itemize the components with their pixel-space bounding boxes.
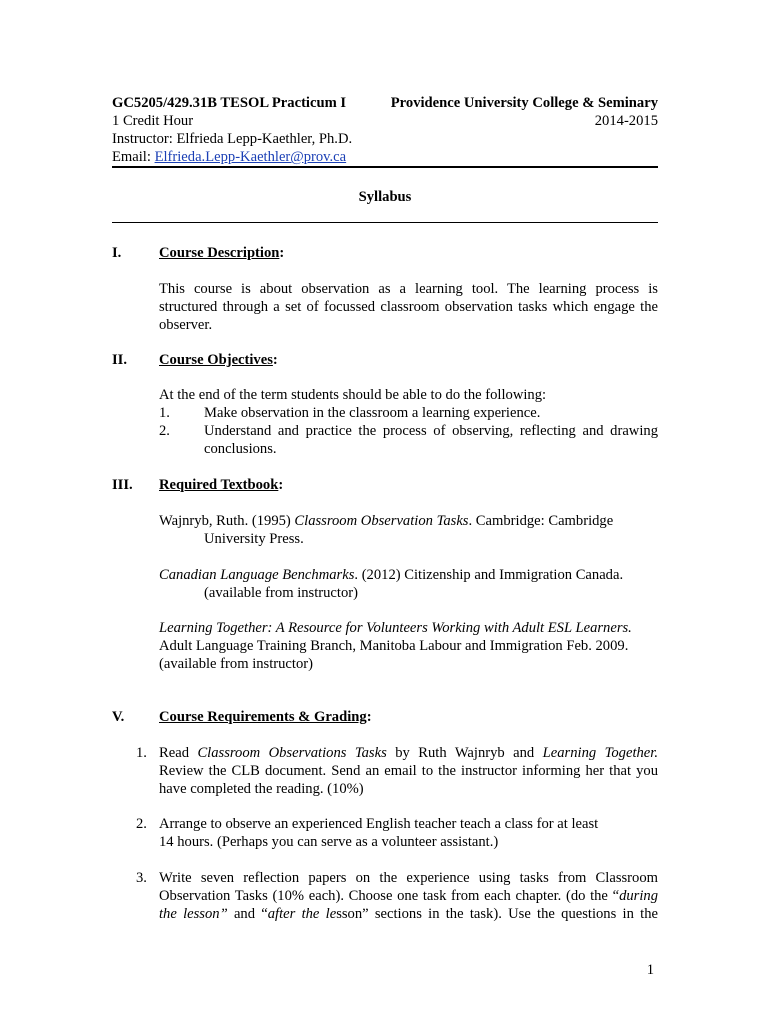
requirement-1-line-2: Review the CLB document. Send an email to the instructor informing her that you	[159, 763, 658, 779]
course-code: GC5205/429.31B TESOL Practicum I	[112, 95, 347, 111]
requirement-1-line-3: have completed the reading. (10%)	[159, 781, 364, 797]
description-line-2: structured through a set of focussed classroom observation tasks which engage the	[159, 299, 658, 315]
requirement-number-2: 2.	[136, 816, 147, 832]
section-title-textbook: Required Textbook:	[159, 477, 284, 493]
objective-text-2: Understand and practice the process of observing, reflecting and drawing	[204, 423, 658, 439]
objective-text-1: Make observation in the classroom a learning experience.	[204, 405, 541, 421]
objective-number-2: 2.	[159, 423, 170, 439]
requirement-1-line-1: Read Classroom Observations Tasks by Ruth Wajnryb and Learning Together.	[159, 745, 658, 761]
section-numeral-description: I.	[112, 245, 122, 261]
objective-text-2-cont: conclusions.	[204, 441, 277, 457]
section-numeral-textbook: III.	[112, 477, 133, 493]
requirement-3-line-3: the lesson” and “after the lesson” sections in the task). Use the questions in the	[159, 906, 658, 922]
reference-2: Canadian Language Benchmarks. (2012) Citizenship and Immigration Canada.	[159, 567, 624, 583]
section-title-objectives: Course Objectives:	[159, 352, 278, 368]
title-rule	[112, 222, 658, 223]
section-numeral-objectives: II.	[112, 352, 128, 368]
reference-3-line-2: Adult Language Training Branch, Manitoba Labour and Immigration Feb. 2009.	[159, 638, 629, 654]
objectives-intro: At the end of the term students should be able to do the following:	[159, 387, 547, 403]
header-rule	[112, 166, 658, 168]
reference-2-cont: (available from instructor)	[204, 585, 358, 601]
institution: Providence University College & Seminary	[390, 95, 658, 111]
section-title-description: Course Description:	[159, 245, 285, 261]
reference-1-cont: University Press.	[204, 531, 304, 547]
page-title: Syllabus	[358, 189, 412, 205]
email-line	[112, 148, 346, 166]
requirement-3-line-2: Observation Tasks (10% each). Choose one task from each chapter. (do the “during	[159, 888, 658, 904]
reference-1: Wajnryb, Ruth. (1995) Classroom Observation Tasks. Cambridge: Cambridge	[159, 513, 614, 529]
requirement-2-line-2: 14 hours. (Perhaps you can serve as a volunteer assistant.)	[159, 834, 499, 850]
email-link[interactable]: Elfrieda.Lepp-Kaethler@prov.ca	[154, 149, 347, 165]
page-number: 1	[646, 962, 654, 978]
description-line-1: This course is about observation as a learning tool. The learning process is	[159, 281, 658, 297]
section-title-requirements: Course Requirements & Grading:	[159, 709, 372, 725]
description-line-3: observer.	[159, 317, 213, 333]
requirement-2-line-1: Arrange to observe an experienced English teacher teach a class for at least	[159, 816, 599, 832]
credit-hours: 1 Credit Hour	[112, 113, 194, 129]
reference-3: Learning Together: A Resource for Volunteers Working with Adult ESL Learners.	[159, 620, 632, 636]
section-numeral-requirements: V.	[112, 709, 125, 725]
reference-3-line-3: (available from instructor)	[159, 656, 313, 672]
requirement-3-line-1: Write seven reflection papers on the experience using tasks from Classroom	[159, 870, 658, 886]
requirement-number-1: 1.	[136, 745, 147, 761]
instructor-name: Instructor: Elfrieda Lepp-Kaethler, Ph.D.	[112, 131, 353, 147]
email-label: Email:	[112, 149, 155, 165]
academic-year: 2014-2015	[594, 113, 658, 129]
objective-number-1: 1.	[159, 405, 170, 421]
requirement-number-3: 3.	[136, 870, 147, 886]
